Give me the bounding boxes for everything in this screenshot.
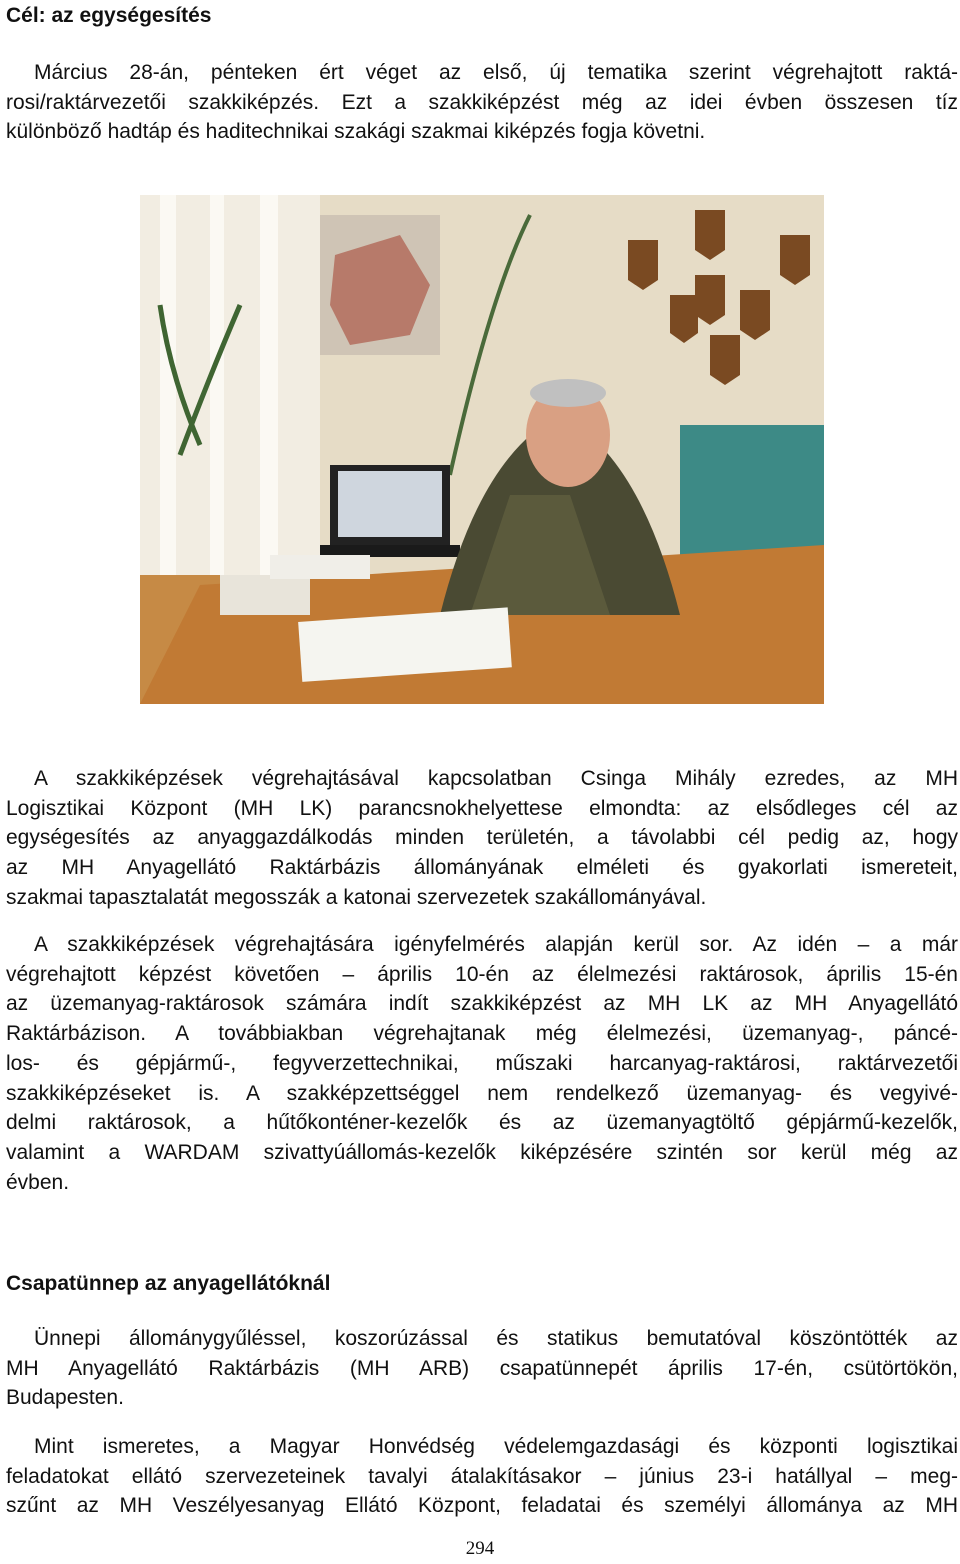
text-line: A szakkiképzések végrehajtásával kapcsolatban Csinga Mihály ezredes, az MH	[34, 767, 958, 790]
section-heading-2: Csapatünnep az anyagellátóknál	[6, 1272, 331, 1295]
text-line: szakmai tapasztalatát megosszák a katonai szervezetek szakállományával.	[6, 885, 707, 909]
text-line: szűnt az MH Veszélyesanyag Ellátó Központ, feladatai és személyi állománya az MH	[6, 1494, 958, 1518]
text-line: delmi raktárosok, a hűtőkonténer-kezelők és az üzemanyagtöltő gépjármű-kezelők,	[6, 1111, 958, 1135]
body-paragraph-2	[6, 930, 958, 1197]
text-line: rosi/raktárvezetői szakkiképzés. Ezt a szakkiképzést még az idei évben összesen tíz	[6, 90, 958, 114]
page-number: 294	[465, 1538, 495, 1559]
text-line: valamint a WARDAM szivattyúállomás-kezelők kiképzésére szintén sor kerül még az	[6, 1140, 958, 1164]
body-paragraph-1	[6, 764, 958, 913]
text-line: az üzemanyag-raktárosok számára indít szakkiképzést az MH LK az MH Anyagellátó	[6, 992, 958, 1016]
text-line: A szakkiképzések végrehajtására igényfelmérés alapján kerül sor. Az idén – a már	[34, 933, 958, 956]
text-line: Mint ismeretes, a Magyar Honvédség védelemgazdasági és központi logisztikai	[34, 1435, 958, 1458]
section2-paragraph-2	[6, 1432, 958, 1521]
text-line: MH Anyagellátó Raktárbázis (MH ARB) csapatünnepét április 17-én, csütörtökön,	[6, 1356, 958, 1380]
text-line: évben.	[6, 1170, 70, 1194]
section-heading-1: Cél: az egységesítés	[6, 4, 212, 27]
text-line: Budapesten.	[6, 1386, 124, 1410]
text-line: az MH Anyagellátó Raktárbázis állományának elméleti és gyakorlati ismereteit,	[6, 856, 958, 880]
section2-paragraph-1	[6, 1324, 958, 1413]
photo-officer-at-desk	[140, 195, 824, 704]
text-line: Raktárbázison. A továbbiakban végrehajtanak még élelmezési, üzemanyag-, páncé-	[6, 1022, 958, 1046]
text-line: szakkiképzéseket is. A szakképzettséggel nem rendelkező üzemanyag- és vegyivé-	[6, 1081, 958, 1105]
intro-paragraph	[6, 58, 958, 147]
text-line: egységesítés az anyaggazdálkodás minden területén, a távolabbi cél pedig az, hogy	[6, 826, 958, 850]
text-line: Ünnepi állománygyűléssel, koszorúzással és statikus bemutatóval köszöntötték az	[34, 1327, 958, 1350]
text-line: Március 28-án, pénteken ért véget az első, új tematika szerint végrehajtott raktá-	[34, 61, 958, 84]
text-line: los- és gépjármű-, fegyverzettechnikai, műszaki harcanyag-raktárosi, raktárvezetői	[6, 1051, 958, 1075]
text-line: végrehajtott képzést követően – április 10-én az élelmezési raktárosok, április 15-én	[6, 962, 958, 986]
text-line: különböző hadtáp és haditechnikai szakági szakmai kiképzés fogja követni.	[6, 120, 706, 144]
text-line: Logisztikai Központ (MH LK) parancsnokhelyettese elmondta: az elsődleges cél az	[6, 796, 958, 820]
text-line: feladatokat ellátó szervezeteinek tavalyi átalakításakor – június 23-i hatállyal – meg-	[6, 1464, 958, 1488]
